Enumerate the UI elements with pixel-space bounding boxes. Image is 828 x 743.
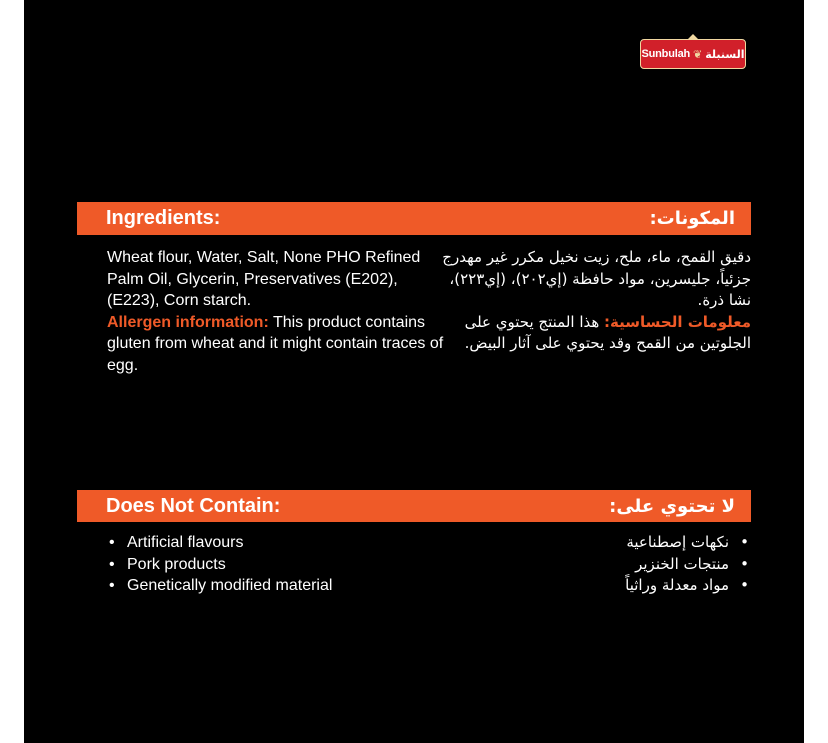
ingredients-title-en: Ingredients: xyxy=(106,207,221,229)
list-item: • Pork products xyxy=(107,554,452,576)
list-item: • منتجات الخنزير xyxy=(441,554,751,576)
allergen-text-en: This product contains gluten from wheat and it might contain traces of egg. xyxy=(107,313,444,374)
brand-name-ar: السنبلة xyxy=(705,47,745,61)
ingredients-list-en: Wheat flour, Water, Salt, None PHO Refined Palm Oil, Glycerin, Preservatives (E202), (E223), Corn starch. xyxy=(107,249,421,309)
ingredients-list-ar: دقيق القمح، ماء، ملح، زيت نخيل مكرر غير مهدرج جزئياً، جليسرين، مواد حافظة (إي٢٠٢)، (إي٢٢٣)، نشا ذرة. xyxy=(442,248,751,309)
brand-logo xyxy=(640,39,746,69)
does-not-contain-title-ar: لا تحتوي على: xyxy=(609,495,735,517)
ingredients-text-ar xyxy=(441,247,751,355)
brand-name-en: Sunbulah xyxy=(641,48,691,60)
wheat-icon: ❦ xyxy=(693,48,703,61)
allergen-label-ar: معلومات الحساسية: xyxy=(604,312,751,331)
ingredients-text-en xyxy=(107,247,452,376)
list-item: • Artificial flavours xyxy=(107,532,452,554)
does-not-contain-title-en: Does Not Contain: xyxy=(106,494,281,517)
list-item: • نكهات إصطناعية xyxy=(441,532,751,554)
does-not-contain-list-ar xyxy=(441,532,751,597)
does-not-contain-list-en xyxy=(107,532,452,597)
list-item: • مواد معدلة وراثياً xyxy=(441,575,751,597)
ingredients-title-ar: المكونات: xyxy=(649,208,735,229)
allergen-label-en: Allergen information: xyxy=(107,313,269,331)
allergen-text-ar: هذا المنتج يحتوي على الجلوتين من القمح وقد يحتوي على آثار البيض. xyxy=(464,312,751,352)
list-item: • Genetically modified material xyxy=(107,575,452,597)
ingredients-header-bar xyxy=(77,202,751,235)
does-not-contain-header-bar xyxy=(77,490,751,522)
